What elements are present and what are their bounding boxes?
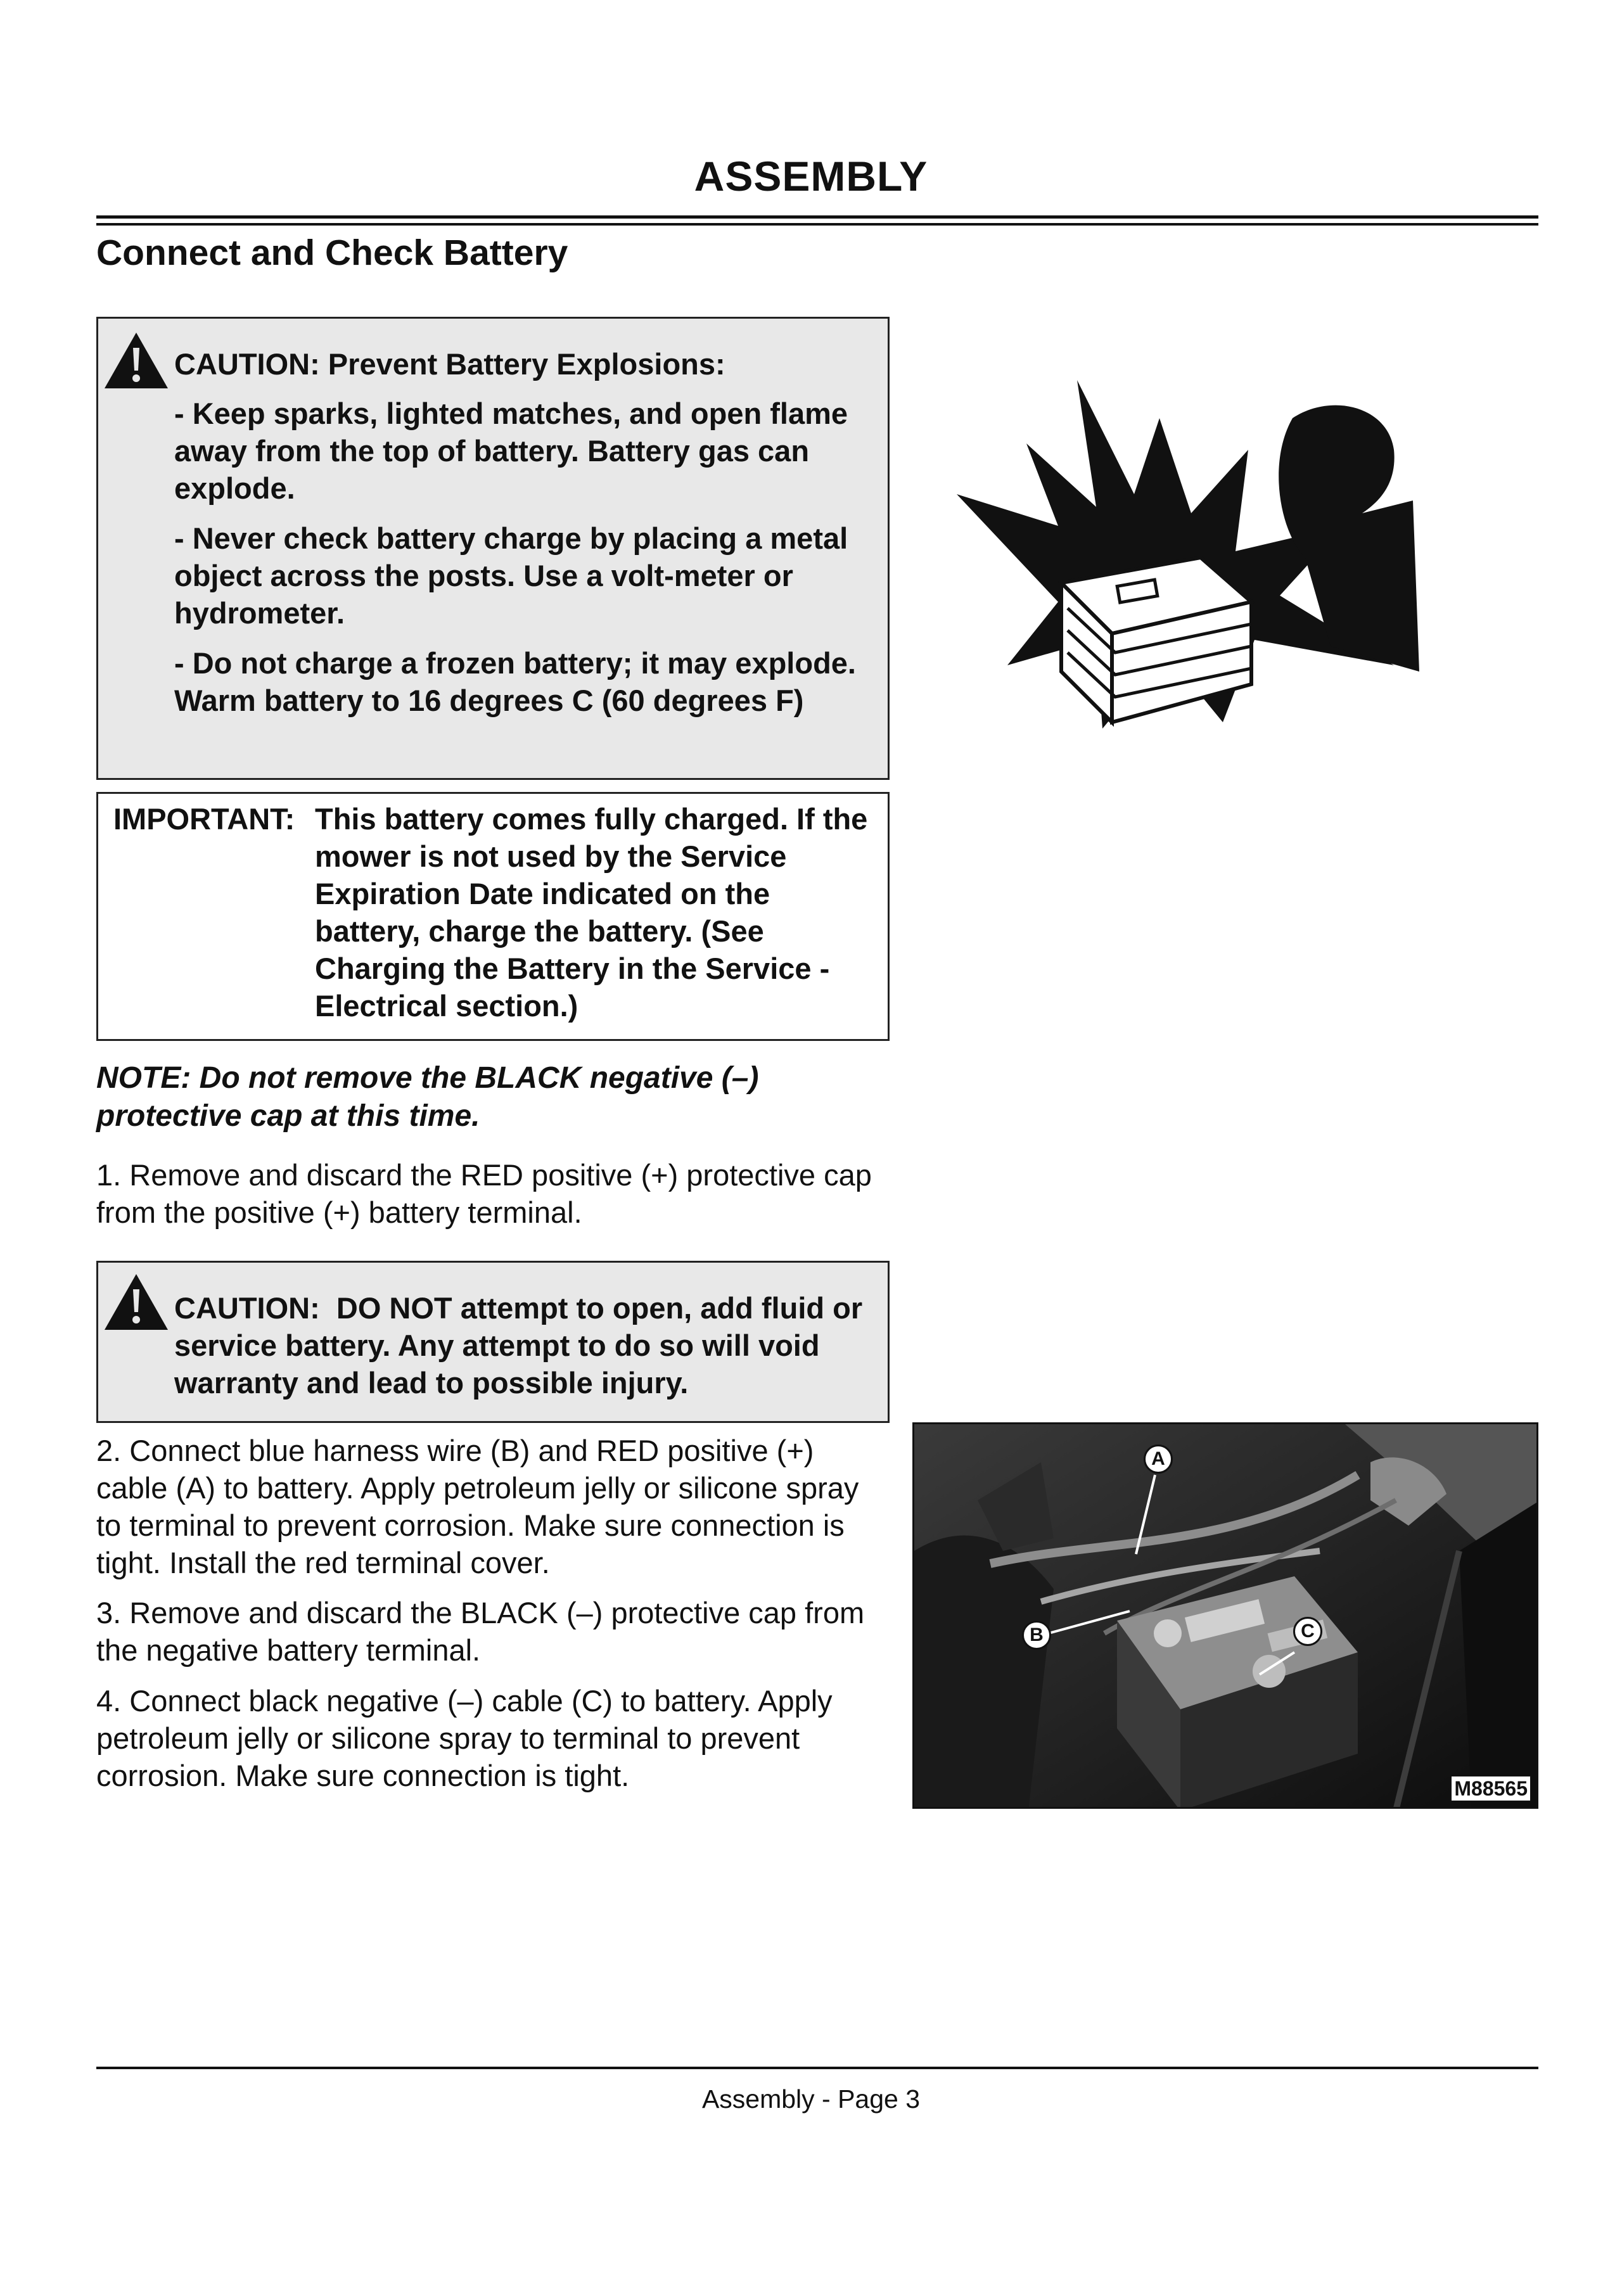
header-rule-thin [96, 223, 1538, 226]
caution-body: DO NOT attempt to open, add fluid or service battery. Any attempt to do so will void warranty and lead to possible injury. [174, 1291, 863, 1400]
photo-image [914, 1424, 1538, 1809]
callout-b: B [1022, 1621, 1051, 1650]
important-text: This battery comes fully charged. If the mower is not used by the Service Expiration Date indicated on the battery, charge the battery. (See Charging the Battery in the Service - Electrical section.) [315, 802, 868, 1023]
warning-triangle-icon [102, 1272, 170, 1332]
caution-title: CAUTION: Prevent Battery Explosions: [174, 347, 725, 381]
section-title: ASSEMBLY [694, 153, 928, 200]
header-rule-thick [96, 215, 1538, 219]
caution-item: - Do not charge a frozen battery; it may explode. Warm battery to 16 degrees C (60 degrees F) [174, 646, 856, 717]
page-heading: Connect and Check Battery [96, 233, 568, 273]
caution-box-explosions [96, 317, 890, 780]
callout-c: C [1293, 1617, 1322, 1646]
important-label: IMPORTANT: [113, 802, 295, 836]
caution-item: - Never check battery charge by placing a metal object across the posts. Use a volt-meter or hydrometer. [174, 521, 848, 630]
footer-rule [96, 2067, 1538, 2069]
step-4: 4. Connect black negative (–) cable (C) to battery. Apply petroleum jelly or silicone spray to terminal to prevent corrosion. Make sure connection is tight. [96, 1684, 833, 1792]
battery-connection-photo [912, 1422, 1538, 1809]
step-1: 1. Remove and discard the RED positive (+) protective cap from the positive (+) battery terminal. [96, 1158, 872, 1229]
caution-box-service [96, 1261, 890, 1423]
callout-a: A [1144, 1445, 1173, 1474]
step-2: 2. Connect blue harness wire (B) and RED positive (+) cable (A) to battery. Apply petroleum jelly or silicone spray to terminal to prevent corrosion. Make sure connection is tight. Install the red terminal cover. [96, 1434, 859, 1579]
step-3: 3. Remove and discard the BLACK (–) protective cap from the negative battery terminal. [96, 1596, 865, 1667]
caution-title: CAUTION: [174, 1291, 320, 1325]
photo-id-label: M88565 [1450, 1775, 1531, 1802]
note-text: NOTE: Do not remove the BLACK negative (–) protective cap at this time. [96, 1061, 759, 1133]
warning-triangle-icon [102, 330, 170, 391]
caution-item: - Keep sparks, lighted matches, and open flame away from the top of battery. Battery gas can explode. [174, 397, 848, 505]
page-number: Assembly - Page 3 [701, 2084, 921, 2114]
important-box [96, 792, 890, 1041]
battery-explosion-illustration [950, 367, 1419, 748]
caution-text [174, 1289, 884, 1401]
